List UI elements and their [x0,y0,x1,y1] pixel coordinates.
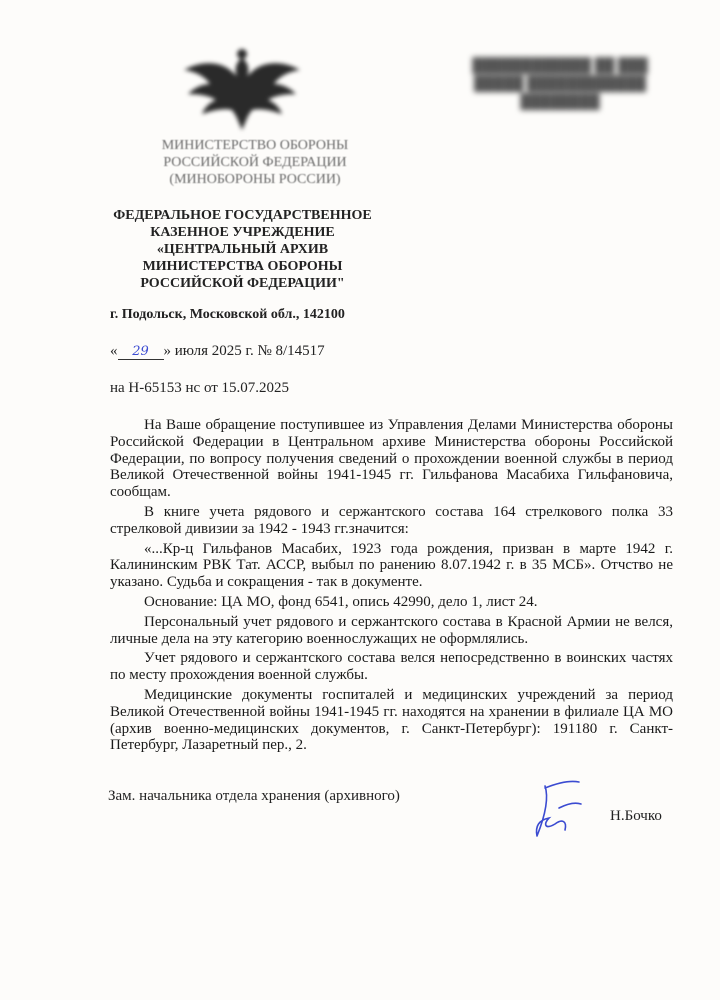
body-paragraph: В книге учета рядового и сержантского состава 164 стрелкового полка 33 стрелковой дивизии за 1942 - 1943 гг.значится: [110,503,673,537]
signatory-name: Н.Бочко [610,808,662,824]
body-paragraph: Учет рядового и сержантского состава велся непосредственно в воинских частях по месту прохождения военной службы. [110,650,673,684]
double-headed-eagle-emblem [180,40,305,140]
org-line: «ЦЕНТРАЛЬНЫЙ АРХИВ [156,242,329,257]
body-paragraph: «...Кр-ц Гильфанов Масабих, 1923 года рождения, призван в марте 1942 г. Калининским РВК Тат. АССР, выбыл по ранению 8.07.1942 г. в 35 МСБ». Отчство не указано. Судьба и сокращения - так в документе. [110,540,673,591]
org-address: г. Подольск, Московской обл., 142100 [110,307,345,322]
reference-line: на Н-65153 нс от 15.07.2025 [110,380,290,396]
body-paragraph: Персональный учет рядового и сержантского состава в Красной Армии не велся, личные дела на эту категорию военнослужащих не оформлялись. [110,613,673,647]
handwritten-signature [515,778,590,848]
org-line: РОССИЙСКОЙ ФЕДЕРАЦИИ" [140,276,345,291]
body-paragraph: Основание: ЦА МО, фонд 6541, опись 42990, дело 1, лист 24. [144,593,538,610]
org-line: МИНИСТЕРСТВА ОБОРОНЫ [142,259,343,274]
date-rest: » июля 2025 г. № 8/14517 [163,343,325,359]
ministry-line: РОССИЙСКОЙ ФЕДЕРАЦИИ [163,155,347,170]
date-open-quote: « [110,343,118,359]
body-paragraph: На Ваше обращение поступившее из Управления Делами Министерства обороны Российской Федерации в Центральном архиве Министерства обороны Российской Федерации, по вопросу получения сведений о прохождении военной службы в период Великой Отечественной войны 1941-1945 гг. Гильфанова Масабиха Гильфановича, сообщам. [110,417,673,501]
document-date-number [110,343,325,360]
organization-header [95,207,390,292]
blurred-recipient-block: ████████████ ██ ███ █████ ████████████ ████████ [472,59,648,110]
org-line: КАЗЕННОЕ УЧРЕЖДЕНИЕ [150,225,335,240]
letter-body [110,417,673,754]
org-line: ФЕДЕРАЛЬНОЕ ГОСУДАРСТВЕННОЕ [113,208,372,223]
handwritten-day: 29 [118,344,164,360]
ministry-line: (МИНОБОРОНЫ РОССИИ) [169,172,341,187]
body-paragraph: Медицинские документы госпиталей и медицинских учреждений за период Великой Отечественной войны 1941-1945 гг. находятся на хранении в филиале ЦА МО (архив военно-медицинских документов, г. Санкт-Петербург): 191180 г. Санкт-Петербург, Лазаретный пер., 2. [110,686,673,754]
signatory-title: Зам. начальника отдела хранения (архивного) [108,788,400,804]
ministry-header [140,137,370,188]
ministry-line: МИНИСТЕРСТВО ОБОРОНЫ [161,138,349,153]
